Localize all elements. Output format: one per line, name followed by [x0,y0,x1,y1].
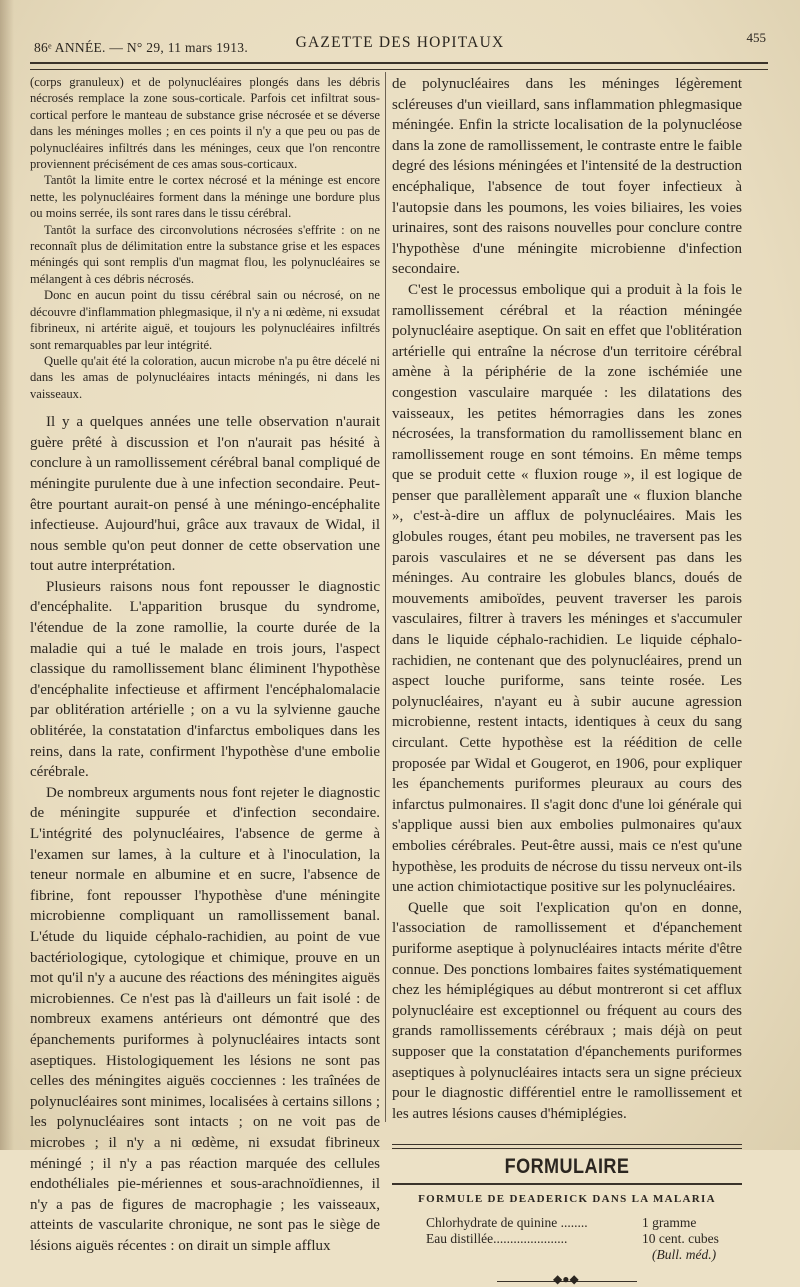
left-column [30,74,380,1256]
end-flourish [497,1272,637,1287]
small-paragraph: Donc en aucun point du tissu cérébral sain ou nécrosé, on ne découvre d'inflammation phlegmasique, il n'y a ni œdème, ni exsudat fibrineux, ni artérite aiguë, et toujours les polynucléaires infiltrés sont remarquables par leur intégrité. [30,288,380,352]
ingredient-name: Chlorhydrate de quinine ........ [426,1215,588,1231]
ingredient-quantity: 1 gramme [642,1215,697,1231]
formula-row [392,1215,742,1231]
body-paragraph: De nombreux arguments nous font rejeter le diagnostic de méningite suppurée et d'infection secondaire. L'intégrité des polynucléaires, l'absence de germe à l'examen sur lames, à la culture et à l'inoculation, la teneur normale en albumine et en sucre, l'absence de fibrine, font repousser l'hypothèse d'une méningite microbienne compliquant un ramollissement banal. L'étude du liquide céphalo-rachidien, au point de vue bactériologique, cytologique et chimique, prouve en un mot qu'il n'y a aucune des réactions des méningites aiguës microbiennes. Ce n'est pas là d'ailleurs un fait isolé : de nombreux examens antérieurs ont démontré que des épanchements puriformes à polynucléaires intacts sont aseptiques. Histologiquement les lésions ne sont pas celles des méningites aiguës cocciennes : les traînées de polynucléaires sont minimes, localisées à certains sillons ; les polynucléaires sont intacts ; on ne voit pas de microbes ; il n'y a ni œdème, ni exsudat fibrineux méningé ; il n'y a pas réaction marquée des cellules endothéliales pie-mériennes et sous-arachnoïdiennes, il n'y a pas de figures de macrophagie ; les vaisseaux, atteints de vascularite chronique, ne sont pas le siège de lésions aiguës récentes : on dirait un simple afflux [30,784,380,1254]
ingredient-name: Eau distillée...................... [426,1231,568,1247]
ingredient-quantity: 10 cent. cubes [642,1231,719,1247]
formula-row [392,1231,742,1247]
discussion-text [30,412,380,1256]
small-paragraph: Quelle qu'ait été la coloration, aucun microbe n'a pu être décelé ni dans les amas de polynucléaires intacts méningés, ni dans les vaisseaux. [30,353,380,401]
histology-notes [30,74,380,402]
body-paragraph: Plusieurs raisons nous font repousser le diagnostic d'encéphalite. L'apparition brusque du syndrome, l'étendue de la zone ramollie, la courte durée de la maladie qui a tué le malade en trois jours, l'aspect classique du ramollissement blanc éliminent l'hypothèse d'encéphalite infectieuse et affirment l'encéphalomalacie par oblitération artérielle ; on a vu la sylvienne gauche oblitérée, la constatation d'infarctus emboliques dans les reins, dans la rate, confirment l'hypothèse d'une embolie cérébrale. [30,578,380,781]
discussion-continued [392,74,742,1124]
formulaire-top-rule [392,1144,742,1149]
small-paragraph: Tantôt la surface des circonvolutions nécrosées s'effrite : on ne reconnaît plus de délimitation entre la substance grise et les espaces méningés qui sont remplis d'un magmat flou, les polynucléaires se mélangent à ces débris nécrosés. [30,222,380,286]
formulaire-section [392,1144,742,1285]
body-paragraph: C'est le processus embolique qui a produit à la fois le ramollissement cérébral et la réaction méningée polynucléaire aseptique. On sait en effet que l'oblitération artérielle qui entraîne la nécrose d'un territoire cérébral amène à la périphérie de la zone ischémiée une congestion vasculaire marquée : les dilatations des vaisseaux, les petites hémorragies dans les zones nécrosées, la transformation du ramollissement blanc en ramollissement rouge en sont témoins. En même temps que se produit cette « fluxion rouge », il est logique de penser que parallèlement apparaît une « fluxion blanche », c'est-à-dire un afflux de polynucléaires. Mais les globules rouges, étant peu mobiles, ne traversent pas les parois vasculaires et ne se déversent pas dans les méninges. Au contraire les globules blancs, doués de mouvements amiboïdes, peuvent traverser les parois vasculaires, filtrer à travers les méninges et s'accumuler dans le liquide céphalo-rachidien. Le liquide céphalo-rachidien, ne contenant que des polynucléaires, prend un aspect louche puriforme, sans teinte rosée. Les polynucléaires, n'ayant eu à subir aucune agression microbienne, restent intacts, identiques à ceux du sang circulant. Cette hypothèse est la réédition de celle proposée par Widal et Gougerot, en 1906, pour expliquer les épanchements puriformes pleuraux au cours des infarctus pulmonaires. Il s'agit donc d'une loi générale qui s'applique aussi bien aux embolies pulmonaires qu'aux embolies cérébrales. Peut-être aussi, mais ce n'est qu'une hypothèse, les produits de nécrose du tissu nerveux ont-ils une action chimiotactique positive sur les polynucléaires. [392,281,742,896]
formula-reference: (Bull. méd.) [652,1247,717,1263]
right-column [392,74,742,1285]
body-paragraph: Quelle que soit l'explication qu'on en donne, l'association de ramollissement et d'épanchement puriforme aseptique à polynucléaires intacts mérite d'être connue. Des ponctions lombaires faites systématiquement chez les hémiplégiques au début montreront si cet afflux polynucléaire est exceptionnel ou fréquent au cours des grands ramollissements cérébraux ; mais déjà on peut supposer que la constatation d'épanchements puriformes aseptiques à polynucléaires intacts sera un signe précieux pour le diagnostic différentiel entre le ramollissement et les autres lésions causes d'hémiplégies. [392,899,742,1122]
body-paragraph: Il y a quelques années une telle observation n'aurait guère prêté à discussion et l'on n'aurait pas hésité à conclure à un ramollissement cérébral banal compliqué de méningite purulente due à une infection secondaire. Peut-être pourtant aurait-on pensé à une méningo-encéphalite infectieuse. Aujourd'hui, grâce aux travaux de Widal, il nous semble qu'on peut donner de cette observation une tout autre interprétation. [30,414,380,575]
formulaire-rule [392,1183,742,1185]
formula-heading: FORMULE DE DEADERICK DANS LA MALARIA [418,1193,716,1206]
ornament-icon: ◆●◆ [553,1272,579,1287]
page-number: 455 [746,30,766,45]
header-rule [30,62,768,70]
formulaire-title: FORMULAIRE [504,1155,630,1179]
journal-title: GAZETTE DES HOPITAUX [295,34,505,51]
small-paragraph: Tantôt la limite entre le cortex nécrosé et la méninge est encore nette, les polynucléaires forment dans la méninge une bordure plus ou moins serrée, ils sont rares dans le tissu cérébral. [30,173,380,221]
small-paragraph: (corps granuleux) et de polynucléaires plongés dans les débris nécrosés remplace la zone sous-corticale. Parfois cet infiltrat sous-cortical perfore le manteau de substance grise nécrosée et se déverse dans les méninges molles ; en ces points il n'y a que peu ou pas de polynucléaires infiltrés dans les méninges, ceux que l'on rencontre proviennent précisément de ces amas sous-corticaux. [30,75,380,172]
page-edge-shadow [0,0,14,1150]
column-separator [385,72,386,1122]
formula-reference-row [392,1247,742,1263]
page-header [28,30,772,60]
body-paragraph: de polynucléaires dans les méninges légèrement scléreuses d'un vieillard, sans inflammation phlegmasique méningée. Enfin la stricte localisation de la polynucléose dans la zone de ramollissement, le contraste entre le faible degré des lésions méningées et l'intensité de la destruction encéphalique, l'absence de tout foyer infectieux à l'autopsie dans les poumons, les voies biliaires, les voies urinaires, sont des raisons nouvelles pour conclure contre l'hypothèse d'une méningite microbienne d'infection secondaire. [392,76,742,278]
issue-info: 86ᵉ ANNÉE. — N° 29, 11 mars 1913. [34,40,248,55]
